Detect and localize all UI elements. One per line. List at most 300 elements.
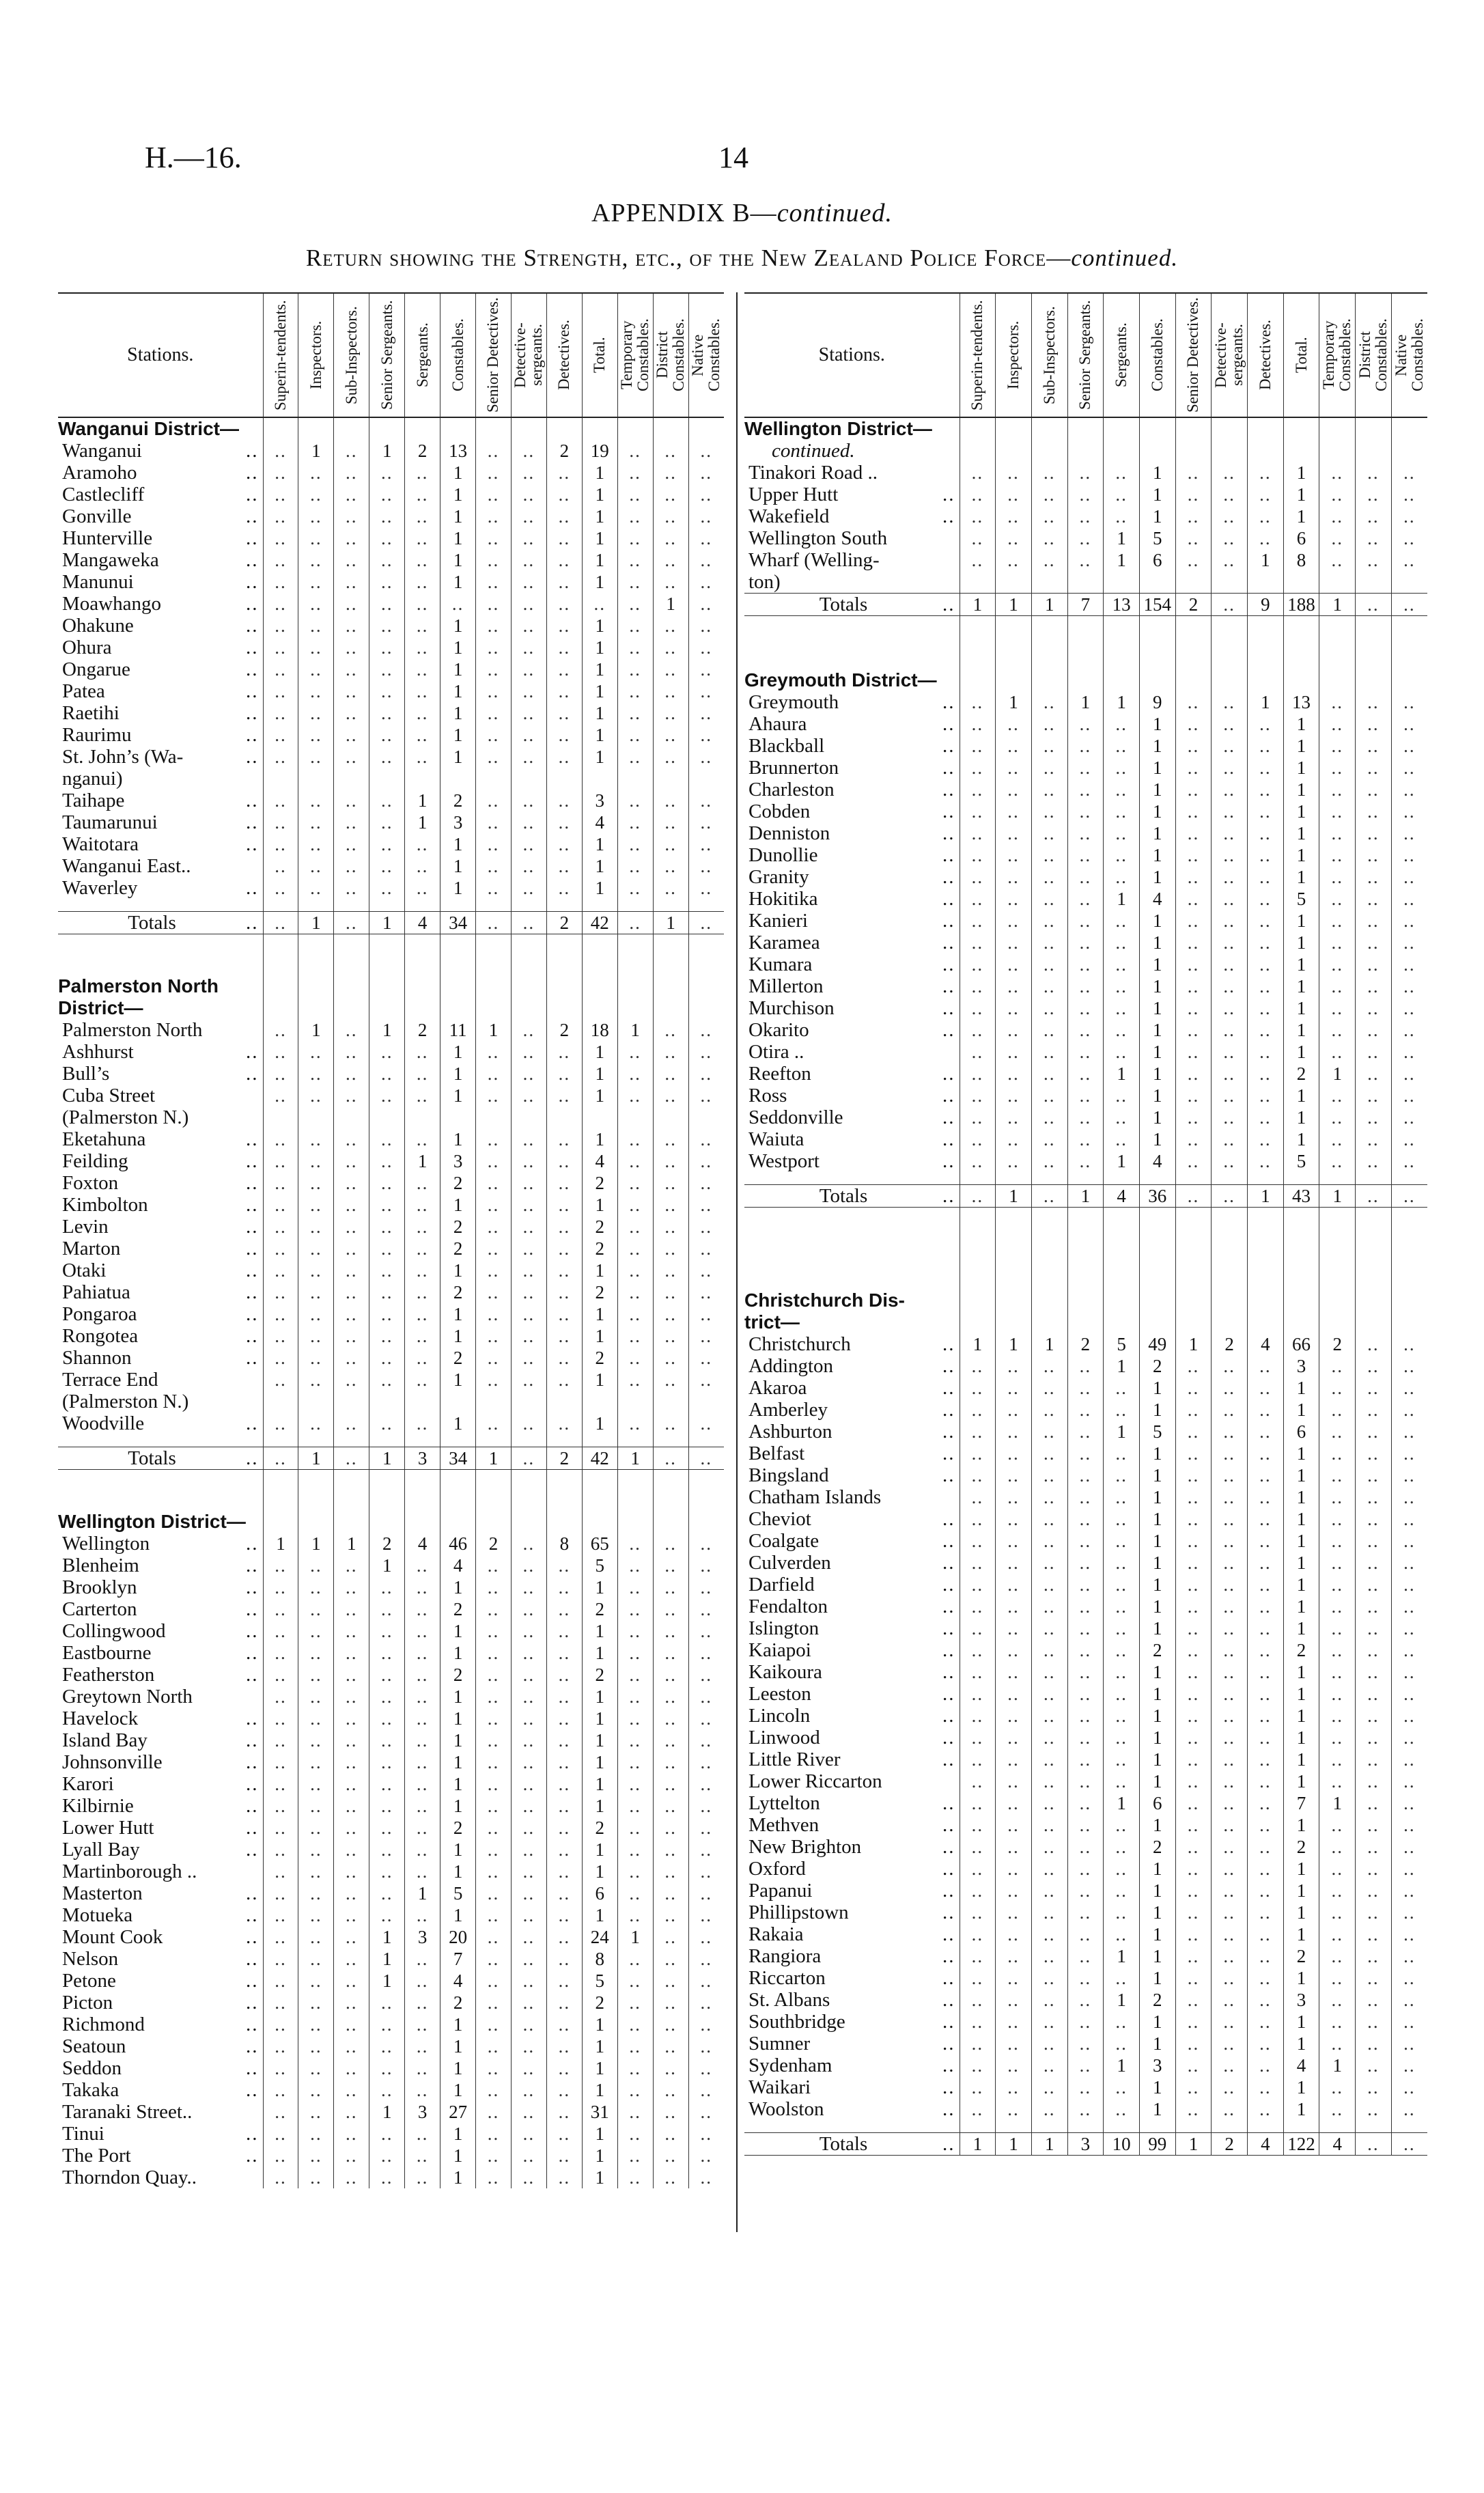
count-cell: .. <box>1067 1967 1104 1989</box>
count-cell: .. <box>653 1259 688 1281</box>
station-row <box>58 637 724 658</box>
count-cell: 1 <box>1283 1770 1319 1792</box>
station-name: Eketahuna .. <box>62 1128 259 1150</box>
count-cell: .. <box>1067 462 1104 484</box>
count-cell: .. <box>1356 1150 1392 1172</box>
count-cell: .. <box>1248 1770 1284 1792</box>
count-cell: .. <box>298 505 334 527</box>
count-cell: .. <box>1391 822 1427 844</box>
station-row <box>58 1041 724 1063</box>
count-cell: .. <box>960 1185 996 1208</box>
count-cell: .. <box>1319 910 1356 932</box>
count-cell: .. <box>334 1325 369 1347</box>
count-cell: .. <box>960 1063 996 1085</box>
count-cell: .. <box>405 746 440 768</box>
count-cell: 1 <box>1139 1923 1175 1945</box>
count-cell: .. <box>1319 1923 1356 1945</box>
count-cell: .. <box>369 2167 405 2188</box>
station-row <box>58 2035 724 2057</box>
count-cell: 9 <box>1139 691 1175 713</box>
count-cell: .. <box>688 593 724 615</box>
count-cell: .. <box>511 1839 546 1861</box>
count-cell: .. <box>1356 997 1392 1019</box>
count-cell: .. <box>1175 1596 1212 1617</box>
count-cell: .. <box>1356 1705 1392 1727</box>
station-name: Nelson .. <box>62 1948 259 1970</box>
count-cell: .. <box>1212 1639 1248 1661</box>
count-cell: .. <box>369 1194 405 1216</box>
count-cell: .. <box>476 1085 512 1106</box>
district-heading-row <box>744 1290 1427 1311</box>
station-name: Culverden .. <box>748 1552 955 1574</box>
count-cell: .. <box>688 1751 724 1773</box>
count-cell: 1 <box>653 593 688 615</box>
count-cell: .. <box>960 1377 996 1399</box>
count-cell: .. <box>960 1399 996 1421</box>
count-cell: 1 <box>582 637 617 658</box>
right-column-header <box>1356 293 1392 417</box>
count-cell: .. <box>653 724 688 746</box>
count-cell: .. <box>617 1576 653 1598</box>
count-cell: .. <box>1175 1185 1212 1208</box>
count-cell: .. <box>1067 2033 1104 2055</box>
count-cell: .. <box>369 702 405 724</box>
count-cell: .. <box>334 1729 369 1751</box>
count-cell: .. <box>1067 866 1104 888</box>
count-cell: .. <box>653 1795 688 1817</box>
station-row <box>58 1598 724 1620</box>
count-cell: .. <box>688 1926 724 1948</box>
station-row <box>58 1555 724 1576</box>
count-cell: 1 <box>960 594 996 616</box>
count-cell: .. <box>996 1464 1032 1486</box>
count-cell: .. <box>1067 1705 1104 1727</box>
station-name: Fendalton .. <box>748 1596 955 1617</box>
spacer-row <box>58 934 724 976</box>
count-cell: .. <box>617 724 653 746</box>
count-cell: .. <box>1031 888 1067 910</box>
count-cell: .. <box>1175 2098 1212 2120</box>
count-cell: .. <box>369 811 405 833</box>
count-cell: .. <box>960 866 996 888</box>
count-cell: .. <box>476 1238 512 1259</box>
count-cell: .. <box>1356 527 1392 549</box>
column-header-label: District Constables. <box>654 318 688 392</box>
count-cell: .. <box>263 1063 298 1085</box>
count-cell: 1 <box>582 833 617 855</box>
left-table-body <box>58 417 724 2188</box>
count-cell: 1 <box>334 1533 369 1555</box>
count-cell: .. <box>546 1325 582 1347</box>
station-name: Manunui .. <box>62 571 259 593</box>
count-cell: .. <box>688 2167 724 2188</box>
count-cell: 1 <box>440 637 476 658</box>
count-cell: 1 <box>1283 1749 1319 1770</box>
count-cell: .. <box>476 1347 512 1369</box>
count-cell: .. <box>369 2057 405 2079</box>
count-cell: .. <box>960 484 996 505</box>
count-cell: .. <box>1031 1749 1067 1770</box>
count-cell: .. <box>996 866 1032 888</box>
count-cell <box>1031 571 1067 594</box>
column-header-label: Constables. <box>449 318 466 392</box>
count-cell: .. <box>405 1412 440 1434</box>
count-cell: 1 <box>1283 2076 1319 2098</box>
count-cell: .. <box>546 1686 582 1708</box>
count-cell: .. <box>1175 1617 1212 1639</box>
count-cell: .. <box>263 855 298 877</box>
count-cell: .. <box>369 462 405 484</box>
station-row <box>58 2145 724 2167</box>
count-cell: .. <box>334 1861 369 1882</box>
right-stations-header: Stations. <box>744 293 960 417</box>
count-cell: .. <box>688 1347 724 1369</box>
count-cell: .. <box>1319 1814 1356 1836</box>
count-cell: .. <box>960 1902 996 1923</box>
count-cell: .. <box>298 1729 334 1751</box>
count-cell: .. <box>298 527 334 549</box>
count-cell: .. <box>1212 757 1248 779</box>
count-cell: .. <box>334 1347 369 1369</box>
count-cell: .. <box>369 1795 405 1817</box>
count-cell <box>369 1391 405 1412</box>
count-cell: .. <box>688 702 724 724</box>
count-cell: 1 <box>1139 1377 1175 1399</box>
count-cell: .. <box>1067 2076 1104 2098</box>
station-name: Wharf (Welling- <box>748 549 880 571</box>
count-cell: 1 <box>1283 910 1319 932</box>
count-cell: .. <box>1212 1858 1248 1880</box>
count-cell: .. <box>1319 1399 1356 1421</box>
count-cell: .. <box>1212 1464 1248 1486</box>
count-cell: .. <box>405 2014 440 2035</box>
count-cell: .. <box>476 1795 512 1817</box>
count-cell: 1 <box>263 1533 298 1555</box>
count-cell: .. <box>1248 779 1284 800</box>
count-cell: .. <box>405 1686 440 1708</box>
count-cell: 3 <box>1283 1989 1319 2011</box>
count-cell: .. <box>334 1172 369 1194</box>
count-cell: 1 <box>440 505 476 527</box>
count-cell <box>1391 571 1427 594</box>
count-cell: .. <box>1031 1989 1067 2011</box>
count-cell: 1 <box>582 1194 617 1216</box>
station-name: Marton .. <box>62 1238 259 1259</box>
count-cell: 1 <box>1139 1683 1175 1705</box>
count-cell: .. <box>369 2145 405 2167</box>
count-cell: .. <box>405 527 440 549</box>
count-cell: 1 <box>1283 505 1319 527</box>
count-cell: .. <box>263 2145 298 2167</box>
count-cell: .. <box>1212 1530 1248 1552</box>
count-cell: .. <box>298 2035 334 2057</box>
count-cell: 2 <box>440 1216 476 1238</box>
count-cell: 1 <box>1139 1128 1175 1150</box>
count-cell: .. <box>1175 1355 1212 1377</box>
count-cell: .. <box>511 1041 546 1063</box>
count-cell: 1 <box>1283 932 1319 953</box>
count-cell: .. <box>1212 1727 1248 1749</box>
station-name: Masterton .. <box>62 1882 259 1904</box>
count-cell: .. <box>263 1751 298 1773</box>
count-cell: .. <box>653 1128 688 1150</box>
count-cell: .. <box>334 1555 369 1576</box>
count-cell: .. <box>263 1686 298 1708</box>
count-cell: .. <box>1067 1574 1104 1596</box>
count-cell <box>1175 571 1212 594</box>
count-cell: 1 <box>1319 1792 1356 1814</box>
station-name: Rakaia .. <box>748 1923 955 1945</box>
count-cell: .. <box>1391 1792 1427 1814</box>
count-cell: 1 <box>369 1447 405 1470</box>
count-cell: .. <box>511 1172 546 1194</box>
count-cell: .. <box>617 702 653 724</box>
count-cell: .. <box>996 2033 1032 2055</box>
count-cell: .. <box>653 1347 688 1369</box>
count-cell: .. <box>405 1172 440 1194</box>
count-cell: .. <box>298 549 334 571</box>
column-header-label: Superin-tendents. <box>271 300 289 410</box>
count-cell: .. <box>996 527 1032 549</box>
count-cell: .. <box>263 912 298 934</box>
count-cell: 1 <box>1283 1085 1319 1106</box>
count-cell: .. <box>1104 866 1140 888</box>
count-cell: .. <box>960 1792 996 1814</box>
count-cell: .. <box>1067 1019 1104 1041</box>
count-cell: .. <box>546 724 582 746</box>
count-cell: .. <box>369 680 405 702</box>
count-cell: .. <box>263 658 298 680</box>
count-cell: .. <box>476 1325 512 1347</box>
station-row <box>58 1861 724 1882</box>
count-cell: 1 <box>369 1555 405 1576</box>
count-cell: .. <box>1212 1019 1248 1041</box>
count-cell: .. <box>1175 997 1212 1019</box>
count-cell: 2 <box>440 1281 476 1303</box>
count-cell: .. <box>688 2035 724 2057</box>
count-cell: .. <box>617 1751 653 1773</box>
count-cell: 2 <box>582 1992 617 2014</box>
station-row <box>744 888 1427 910</box>
count-cell: .. <box>1212 1705 1248 1727</box>
count-cell: .. <box>369 1325 405 1347</box>
count-cell: .. <box>476 1555 512 1576</box>
count-cell: 13 <box>1104 594 1140 616</box>
count-cell: .. <box>688 1948 724 1970</box>
count-cell: 1 <box>1283 1902 1319 1923</box>
count-cell: 1 <box>369 912 405 934</box>
count-cell: 1 <box>440 1795 476 1817</box>
count-cell: .. <box>1031 1552 1067 1574</box>
count-cell: 1 <box>1139 505 1175 527</box>
count-cell: 1 <box>405 811 440 833</box>
district-heading-row <box>58 1511 724 1533</box>
count-cell: .. <box>1212 1486 1248 1508</box>
count-cell: 1 <box>440 1751 476 1773</box>
count-cell: .. <box>1212 735 1248 757</box>
count-cell: .. <box>369 1729 405 1751</box>
column-header-label: Sergeants. <box>1112 322 1130 388</box>
count-cell: .. <box>334 1686 369 1708</box>
count-cell: .. <box>996 1792 1032 1814</box>
count-cell: .. <box>263 637 298 658</box>
count-cell: .. <box>546 658 582 680</box>
count-cell: .. <box>617 1369 653 1391</box>
count-cell: 2 <box>1283 1836 1319 1858</box>
count-cell: 4 <box>582 1150 617 1172</box>
count-cell: 1 <box>1139 1705 1175 1727</box>
station-name: The Port .. <box>62 2145 259 2167</box>
count-cell: .. <box>369 615 405 637</box>
count-cell: .. <box>334 2123 369 2145</box>
count-cell: .. <box>1391 866 1427 888</box>
station-row <box>58 790 724 811</box>
count-cell: .. <box>369 1773 405 1795</box>
count-cell: .. <box>996 2011 1032 2033</box>
count-cell: .. <box>1104 1530 1140 1552</box>
count-cell: .. <box>1175 1019 1212 1041</box>
station-row <box>58 2123 724 2145</box>
count-cell: .. <box>1391 1185 1427 1208</box>
count-cell: .. <box>334 1576 369 1598</box>
count-cell: .. <box>1175 1639 1212 1661</box>
district-name: Christchurch Dis- <box>744 1290 905 1311</box>
count-cell: .. <box>1248 1464 1284 1486</box>
count-cell: 11 <box>440 1019 476 1041</box>
count-cell: .. <box>653 1303 688 1325</box>
count-cell: 1 <box>582 1773 617 1795</box>
count-cell: .. <box>653 746 688 768</box>
count-cell: .. <box>1175 549 1212 571</box>
count-cell <box>546 1106 582 1128</box>
count-cell: .. <box>996 2098 1032 2120</box>
count-cell: 1 <box>440 702 476 724</box>
count-cell: 1 <box>1319 594 1356 616</box>
station-name: Westport .. <box>748 1150 955 1172</box>
count-cell: .. <box>334 811 369 833</box>
count-cell: .. <box>1031 484 1067 505</box>
count-cell: 1 <box>1139 975 1175 997</box>
count-cell: .. <box>1248 1355 1284 1377</box>
count-cell: .. <box>405 1369 440 1391</box>
count-cell: .. <box>476 724 512 746</box>
count-cell: .. <box>1175 910 1212 932</box>
station-name: Lower Hutt .. <box>62 1817 259 1839</box>
count-cell: .. <box>334 549 369 571</box>
count-cell: .. <box>960 462 996 484</box>
count-cell: 1 <box>1139 1880 1175 1902</box>
count-cell: 4 <box>1139 1150 1175 1172</box>
count-cell: .. <box>1175 691 1212 713</box>
count-cell: .. <box>1175 1421 1212 1443</box>
count-cell: .. <box>298 571 334 593</box>
count-cell: .. <box>546 1773 582 1795</box>
count-cell: .. <box>476 1817 512 1839</box>
count-cell: .. <box>1356 2033 1392 2055</box>
count-cell: 1 <box>1139 1967 1175 1989</box>
station-row <box>744 505 1427 527</box>
station-row <box>744 462 1427 484</box>
count-cell: .. <box>960 1683 996 1705</box>
station-row <box>744 1399 1427 1421</box>
count-cell: .. <box>1391 505 1427 527</box>
count-cell: .. <box>1319 997 1356 1019</box>
count-cell: .. <box>298 811 334 833</box>
count-cell: .. <box>1391 779 1427 800</box>
count-cell: .. <box>263 1281 298 1303</box>
count-cell: .. <box>369 1598 405 1620</box>
count-cell: 1 <box>1139 1770 1175 1792</box>
count-cell: .. <box>688 1259 724 1281</box>
count-cell: 1 <box>582 2123 617 2145</box>
count-cell: .. <box>476 658 512 680</box>
count-cell: .. <box>1067 1836 1104 1858</box>
station-name: Ohakune .. <box>62 615 259 637</box>
station-name: Murchison .. <box>748 997 955 1019</box>
count-cell: .. <box>960 757 996 779</box>
count-cell: .. <box>1212 1185 1248 1208</box>
count-cell: .. <box>1104 1836 1140 1858</box>
count-cell: 46 <box>440 1533 476 1555</box>
count-cell: .. <box>263 1795 298 1817</box>
count-cell: .. <box>1031 527 1067 549</box>
count-cell: .. <box>511 1128 546 1150</box>
count-cell <box>688 768 724 790</box>
count-cell: 1 <box>298 912 334 934</box>
count-cell: .. <box>546 1555 582 1576</box>
station-row <box>744 1355 1427 1377</box>
count-cell: 2 <box>582 1238 617 1259</box>
count-cell: 1 <box>440 658 476 680</box>
count-cell: .. <box>334 1708 369 1729</box>
count-cell <box>582 768 617 790</box>
count-cell: 1 <box>476 1447 512 1470</box>
count-cell: .. <box>1391 1085 1427 1106</box>
count-cell: .. <box>511 2145 546 2167</box>
count-cell: 1 <box>1283 735 1319 757</box>
count-cell: 1 <box>1139 1945 1175 1967</box>
count-cell: .. <box>1248 2033 1284 2055</box>
count-cell <box>960 571 996 594</box>
count-cell: .. <box>511 746 546 768</box>
count-cell: .. <box>405 855 440 877</box>
station-name: Riccarton .. <box>748 1967 955 1989</box>
count-cell: .. <box>405 1281 440 1303</box>
count-cell: 1 <box>1139 910 1175 932</box>
station-name: Lyttelton .. <box>748 1792 955 1814</box>
count-cell: .. <box>1248 1377 1284 1399</box>
count-cell: .. <box>476 637 512 658</box>
count-cell: .. <box>476 615 512 637</box>
count-cell: .. <box>960 1661 996 1683</box>
column-header-label: Sergeants. <box>413 322 431 388</box>
count-cell: .. <box>334 1150 369 1172</box>
count-cell: .. <box>1067 505 1104 527</box>
count-cell: .. <box>1319 1530 1356 1552</box>
count-cell: 3 <box>1139 2055 1175 2076</box>
count-cell: .. <box>1175 505 1212 527</box>
count-cell: .. <box>263 527 298 549</box>
count-cell: .. <box>1248 1486 1284 1508</box>
station-row <box>58 1391 724 1412</box>
count-cell: 2 <box>405 1019 440 1041</box>
count-cell: .. <box>1212 1085 1248 1106</box>
count-cell: .. <box>617 1664 653 1686</box>
count-cell <box>617 1106 653 1128</box>
count-cell: 18 <box>582 1019 617 1041</box>
count-cell: 1 <box>582 2035 617 2057</box>
appendix-title <box>0 198 1484 228</box>
